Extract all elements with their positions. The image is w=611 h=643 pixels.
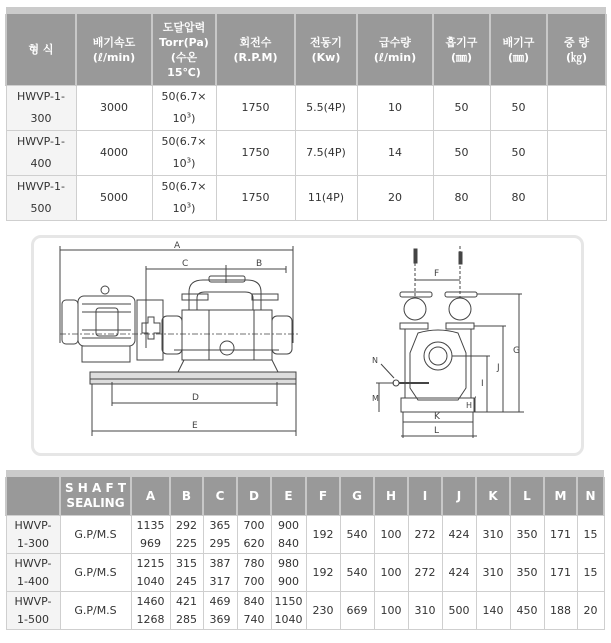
dimension-row — [6, 592, 604, 630]
header-pressure: 도달압력 Torr(Pa) (수온 15℃) — [152, 14, 216, 86]
spec-row — [6, 131, 606, 176]
dim-d-cell: 700 620 — [237, 516, 271, 554]
header-exhaust: 배기구 (㎜) — [490, 14, 547, 86]
dim-n-cell: 15 — [577, 516, 604, 554]
spec-header-row — [6, 14, 606, 86]
dim-c-cell: 469 369 — [203, 592, 237, 630]
header-motor: 전동기 (Kw) — [295, 14, 357, 86]
dim-i-cell: 272 — [408, 554, 442, 592]
label-e: E — [192, 421, 198, 431]
dim-header-j: J — [442, 477, 476, 516]
dim-header-d: D — [237, 477, 271, 516]
dim-m-cell: 171 — [544, 554, 577, 592]
sealing-cell: G.P/M.S — [60, 592, 131, 630]
label-h: H — [466, 401, 473, 410]
label-b: B — [256, 259, 263, 269]
dim-header-a: A — [131, 477, 170, 516]
dim-d-cell: 840 740 — [237, 592, 271, 630]
dim-g-cell: 669 — [340, 592, 374, 630]
dim-h-cell: 100 — [374, 592, 408, 630]
label-d: D — [192, 393, 199, 403]
dim-m-cell: 171 — [544, 516, 577, 554]
dim-k-cell: 310 — [476, 554, 510, 592]
speed-cell: 3000 — [76, 86, 152, 131]
dim-f-cell: 192 — [306, 516, 340, 554]
rpm-cell: 1750 — [216, 131, 295, 176]
front-view — [60, 241, 299, 436]
model-cell: HWVP-1- 400 — [6, 131, 76, 176]
water-cell: 14 — [357, 131, 433, 176]
pump-dimension-drawing — [34, 238, 581, 453]
dim-header-e: E — [271, 477, 306, 516]
label-l: L — [434, 426, 440, 436]
label-i: I — [481, 379, 484, 389]
header-rpm: 회전수 (R.P.M) — [216, 14, 295, 86]
dim-n-cell: 15 — [577, 554, 604, 592]
dimension-table — [5, 470, 605, 630]
header-model: 형 식 — [6, 14, 76, 86]
motor-cell: 5.5(4P) — [295, 86, 357, 131]
dim-header-c: C — [203, 477, 237, 516]
dimension-row — [6, 516, 604, 554]
base-frame — [90, 372, 296, 384]
dim-b-cell: 292 225 — [170, 516, 203, 554]
dimension-header-row — [6, 477, 604, 516]
dim-header-shaft-sealing: S H A F T SEALING — [60, 477, 131, 516]
spec-table — [5, 7, 607, 221]
intake-cell: 50 — [433, 86, 490, 131]
model-cell: HWVP- 1-500 — [6, 592, 60, 630]
dim-header-i: I — [408, 477, 442, 516]
dim-c-cell: 365 295 — [203, 516, 237, 554]
dim-l-cell: 350 — [510, 554, 544, 592]
dim-f-cell: 192 — [306, 554, 340, 592]
label-g: G — [513, 346, 520, 356]
header-intake: 흡기구 (㎜) — [433, 14, 490, 86]
weight-cell — [547, 86, 606, 131]
model-cell: HWVP-1- 500 — [6, 176, 76, 221]
dim-j-cell: 500 — [442, 592, 476, 630]
label-n: N — [372, 356, 378, 365]
dim-l-cell: 350 — [510, 516, 544, 554]
spec-row — [6, 86, 606, 131]
dim-h-cell: 100 — [374, 516, 408, 554]
exhaust-cell: 50 — [490, 131, 547, 176]
rpm-cell: 1750 — [216, 176, 295, 221]
pressure-cell: 50(6.7× $10^3$) — [152, 86, 216, 131]
dim-i-cell: 310 — [408, 592, 442, 630]
dim-n-cell: 20 — [577, 592, 604, 630]
dim-h-cell: 100 — [374, 554, 408, 592]
intake-cell: 50 — [433, 131, 490, 176]
exhaust-cell: 50 — [490, 86, 547, 131]
motor-end-cap — [62, 300, 78, 344]
dim-i-cell: 272 — [408, 516, 442, 554]
dim-b-cell: 421 285 — [170, 592, 203, 630]
model-cell: HWVP- 1-300 — [6, 516, 60, 554]
dim-f-cell: 230 — [306, 592, 340, 630]
dim-k-cell: 140 — [476, 592, 510, 630]
motor-cell: 7.5(4P) — [295, 131, 357, 176]
dim-header-g: G — [340, 477, 374, 516]
dim-header-l: L — [510, 477, 544, 516]
dim-k-cell: 310 — [476, 516, 510, 554]
dim-g-cell: 540 — [340, 516, 374, 554]
model-cell: HWVP- 1-400 — [6, 554, 60, 592]
rpm-cell: 1750 — [216, 86, 295, 131]
header-water: 급수량 (ℓ/min) — [357, 14, 433, 86]
dim-a-cell: 1460 1268 — [131, 592, 170, 630]
dim-header-m: M — [544, 477, 577, 516]
dim-e-cell: 1150 1040 — [271, 592, 306, 630]
side-view — [372, 246, 524, 438]
dim-header-model — [6, 477, 60, 516]
water-cell: 10 — [357, 86, 433, 131]
dim-header-h: H — [374, 477, 408, 516]
intake-cell: 80 — [433, 176, 490, 221]
pump-drawing-panel — [31, 235, 584, 456]
dim-b-cell: 315 245 — [170, 554, 203, 592]
water-cell: 20 — [357, 176, 433, 221]
weight-cell — [547, 176, 606, 221]
dim-l-cell: 450 — [510, 592, 544, 630]
dim-m-cell: 188 — [544, 592, 577, 630]
dim-j-cell: 424 — [442, 516, 476, 554]
header-speed: 배기속도 (ℓ/min) — [76, 14, 152, 86]
sealing-cell: G.P/M.S — [60, 554, 131, 592]
label-f: F — [434, 269, 440, 279]
dimension-row — [6, 554, 604, 592]
dim-header-b: B — [170, 477, 203, 516]
spec-row — [6, 176, 606, 221]
speed-cell: 4000 — [76, 131, 152, 176]
motor-cell: 11(4P) — [295, 176, 357, 221]
dim-e-cell: 980 900 — [271, 554, 306, 592]
weight-cell — [547, 131, 606, 176]
dim-c-cell: 387 317 — [203, 554, 237, 592]
label-k: K — [434, 412, 440, 422]
model-cell: HWVP-1- 300 — [6, 86, 76, 131]
dim-j-cell: 424 — [442, 554, 476, 592]
label-c: C — [182, 259, 189, 269]
exhaust-cell: 80 — [490, 176, 547, 221]
dim-a-cell: 1215 1040 — [131, 554, 170, 592]
dim-d-cell: 780 700 — [237, 554, 271, 592]
label-a: A — [174, 241, 181, 251]
dim-a-cell: 1135 969 — [131, 516, 170, 554]
speed-cell: 5000 — [76, 176, 152, 221]
dim-g-cell: 540 — [340, 554, 374, 592]
dim-header-n: N — [577, 477, 604, 516]
pressure-cell: 50(6.7× $10^3$) — [152, 131, 216, 176]
label-m: M — [372, 394, 379, 403]
pressure-cell: 50(6.7× $10^3$) — [152, 176, 216, 221]
dim-e-cell: 900 840 — [271, 516, 306, 554]
label-j: J — [497, 363, 500, 373]
header-weight: 중 량 (㎏) — [547, 14, 606, 86]
sealing-cell: G.P/M.S — [60, 516, 131, 554]
dim-header-k: K — [476, 477, 510, 516]
dim-header-f: F — [306, 477, 340, 516]
